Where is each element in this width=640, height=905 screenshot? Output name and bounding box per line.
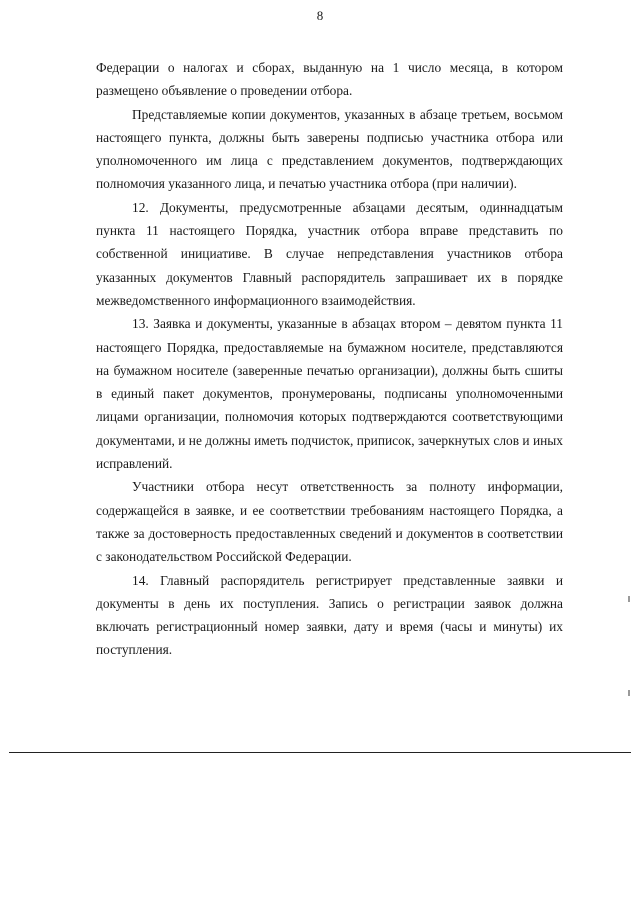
scan-edge-mark bbox=[628, 596, 630, 602]
paragraph-item-14: 14. Главный распорядитель регистрирует представленные заявки и документы в день их поступления. Запись о регистрации заявок должна включать регистрационный номер заявки, дату и время (часы и минуты) их поступления. bbox=[96, 572, 563, 658]
paragraph-item-13: 13. Заявка и документы, указанные в абзацах втором – девятом пункта 11 настоящего Порядка, предоставляемые на бумажном носителе, представляются на бумажном носителе (заверенные печатью организации), должны быть сшиты в единый пакет документов, пронумерованы, подписаны уполномоченными лицами организации, полномочия которых подтверждаются соответствующими документами, и не должны иметь подчисток, приписок, зачеркнутых слов и иных исправлений. bbox=[96, 316, 563, 472]
paragraph-item-12: 12. Документы, предусмотренные абзацами десятым, одиннадцатым пункта 11 настоящего Порядка, участник отбора вправе представить по собственной инициативе. В случае непредставления участников отбора указанных документов Главный распорядитель запрашивает их в порядке межведомственного информационного взаимодействия. bbox=[96, 199, 563, 308]
page-number: 8 bbox=[316, 8, 324, 23]
paragraph-participant-responsibility: Участники отбора несут ответственность за полноту информации, содержащейся в заявке, и ее соответствии требованиям настоящего Порядка, а также за достоверность предоставленных сведений и документов в соответствии с законодательством Российской Федерации. bbox=[96, 479, 563, 565]
paragraph-document-copies: Представляемые копии документов, указанных в абзаце третьем, восьмом настоящего пункта, должны быть заверены подписью участника отбора или уполномоченного им лица с представлением документов, подтверждающих полномочия указанного лица, и печатью участника отбора (при наличии). bbox=[96, 106, 563, 192]
document-body bbox=[96, 56, 563, 662]
scan-edge-mark bbox=[628, 690, 630, 696]
paragraph-federal-tax-certificate: Федерации о налогах и сборах, выданную на 1 число месяца, в котором размещено объявление о проведении отбора. bbox=[96, 60, 563, 99]
bottom-divider bbox=[9, 752, 631, 753]
